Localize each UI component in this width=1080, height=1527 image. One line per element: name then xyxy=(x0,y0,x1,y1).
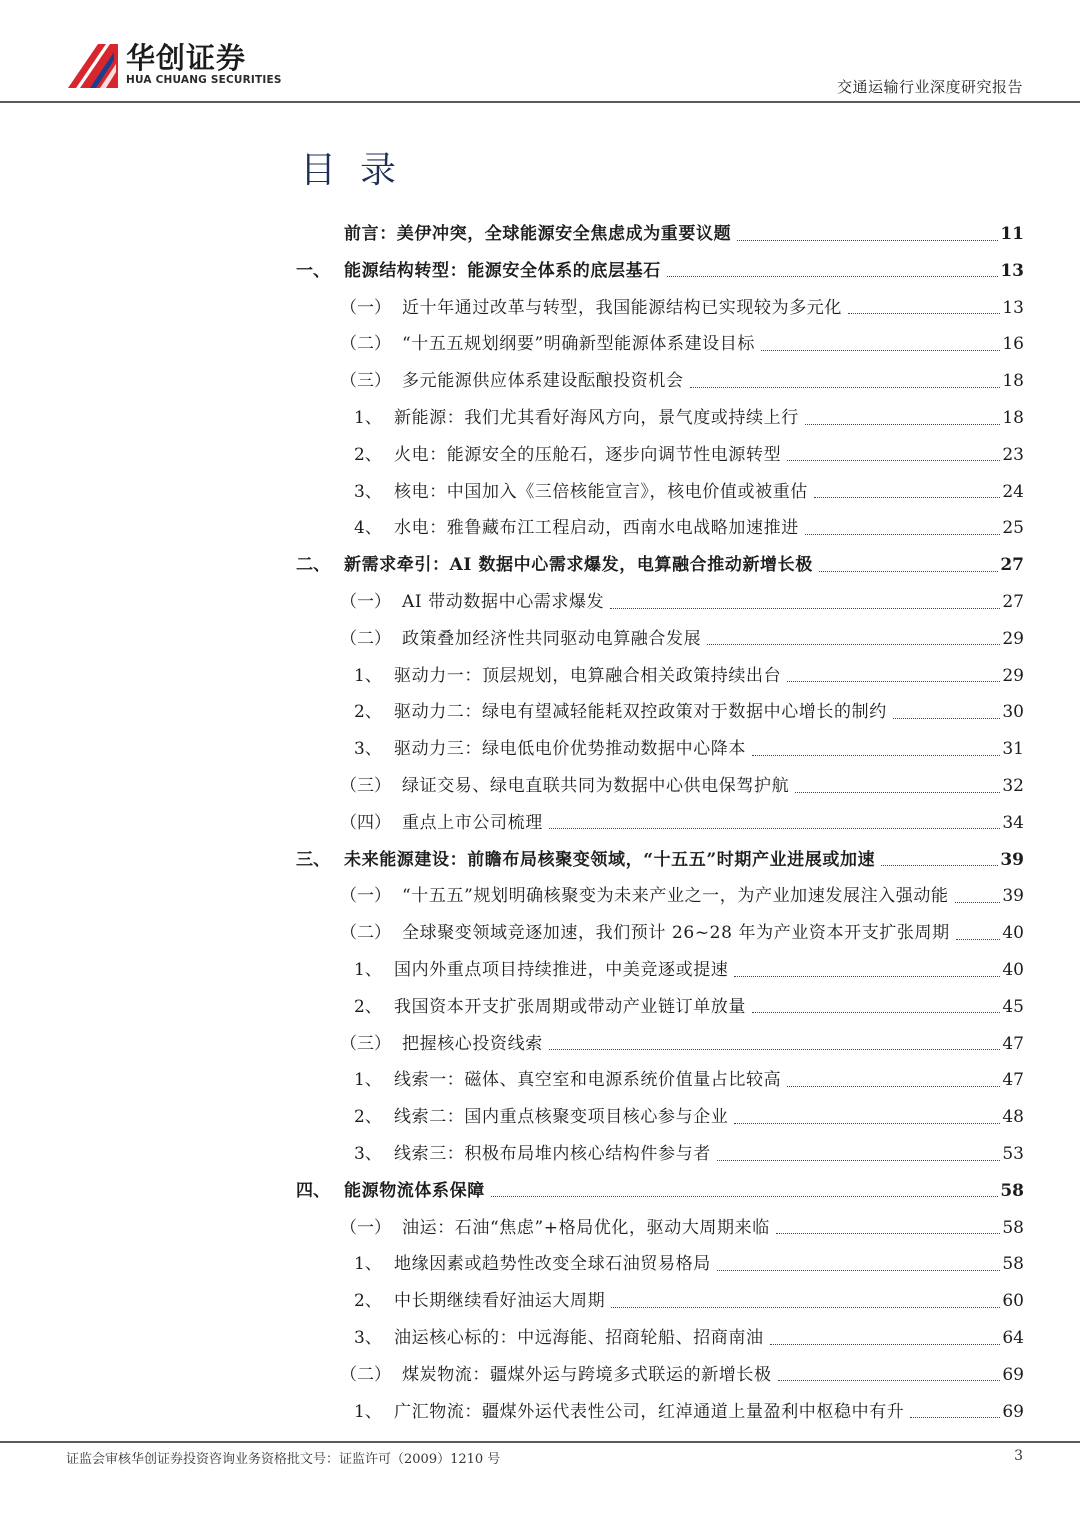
toc-entry-number: （二） xyxy=(340,628,391,649)
toc-entry-title: 线索二：国内重点核聚变项目核心参与企业 xyxy=(394,1107,729,1128)
toc-entry-number: 3、 xyxy=(354,481,382,502)
footer-license-text: 证监会审核华创证券投资咨询业务资格批文号：证监许可（2009）1210 号 xyxy=(66,1452,501,1467)
toc-leader-dots xyxy=(776,1233,1001,1234)
toc-entry-title: 驱动力一：顶层规划，电算融合相关政策持续出台 xyxy=(394,665,782,686)
toc-entry-page: 34 xyxy=(1002,812,1024,833)
toc-entry-page: 29 xyxy=(1002,628,1024,649)
toc-entry-page: 39 xyxy=(1002,886,1024,907)
toc-entry-title: 我国资本开支扩张周期或带动产业链订单放量 xyxy=(394,996,746,1017)
toc-entry-number: 4、 xyxy=(354,518,382,539)
toc-entry-title: 水电：雅鲁藏布江工程启动，西南水电战略加速推进 xyxy=(394,518,799,539)
toc-entry-page: 58 xyxy=(1002,1254,1024,1275)
toc-leader-dots xyxy=(491,1196,999,1197)
footer-divider xyxy=(0,1441,1080,1443)
toc-entry-title: 广汇物流：疆煤外运代表性公司，红淖通道上量盈利中枢稳中有升 xyxy=(394,1401,905,1422)
toc-leader-dots xyxy=(805,534,1001,535)
toc-entry[interactable] xyxy=(296,805,1024,841)
toc-entry-title: 煤炭物流：疆煤外运与跨境多式联运的新增长极 xyxy=(402,1364,772,1385)
toc-entry-title: 线索三：积极布局堆内核心结构件参与者 xyxy=(394,1144,711,1164)
toc-leader-dots xyxy=(610,608,1000,609)
toc-entry-number: （二） xyxy=(340,334,391,355)
toc-entry-number: 3、 xyxy=(354,1328,382,1348)
toc-entry-title: 新需求牵引：AI 数据中心需求爆发，电算融合推动新增长极 xyxy=(344,555,813,576)
toc-entry-number: 1、 xyxy=(354,665,382,686)
toc-entry-page: 16 xyxy=(1002,334,1024,355)
toc-entry-title: 近十年通过改革与转型，我国能源结构已实现较为多元化 xyxy=(402,297,842,318)
toc-leader-dots xyxy=(787,1086,1000,1087)
toc-entry-number: （一） xyxy=(340,592,391,612)
toc-leader-dots xyxy=(734,976,1000,977)
toc-entry-page: 58 xyxy=(1002,1217,1024,1238)
toc-entry-title: 中长期继续看好油运大周期 xyxy=(394,1291,606,1312)
toc-leader-dots xyxy=(848,313,1000,314)
toc-entry-title: “十五五”规划明确核聚变为未来产业之一，为产业加速发展注入强动能 xyxy=(402,886,949,907)
toc-entry-page: 40 xyxy=(1002,960,1024,980)
toc-leader-dots xyxy=(795,792,1000,793)
toc-entry[interactable] xyxy=(296,584,1024,620)
toc-entry-page: 23 xyxy=(1002,444,1024,465)
toc-leader-dots xyxy=(549,828,1001,829)
toc-entry[interactable] xyxy=(296,658,1024,694)
toc-entry[interactable] xyxy=(296,290,1024,326)
toc-entry[interactable] xyxy=(296,1246,1024,1282)
logo-chinese-name: 华创证券 xyxy=(126,41,247,75)
toc-leader-dots xyxy=(752,755,1000,756)
toc-entry-number: 1、 xyxy=(354,1070,382,1091)
toc-entry-number: 2、 xyxy=(354,444,382,465)
toc-entry-title: 多元能源供应体系建设酝酿投资机会 xyxy=(402,371,684,392)
toc-entry[interactable] xyxy=(296,731,1024,767)
toc-leader-dots xyxy=(819,571,998,572)
toc-entry-title: 能源物流体系保障 xyxy=(344,1180,485,1201)
toc-entry-page: 18 xyxy=(1002,408,1024,428)
toc-entry-page: 48 xyxy=(1002,1107,1024,1128)
toc-entry[interactable] xyxy=(296,1099,1024,1135)
toc-entry[interactable] xyxy=(296,547,1024,583)
toc-leader-dots xyxy=(805,424,1001,425)
toc-entry-title: 新能源：我们尤其看好海风方向，景气度或持续上行 xyxy=(394,408,799,428)
toc-entry-title: 政策叠加经济性共同驱动电算融合发展 xyxy=(402,628,702,649)
toc-entry-number: 3、 xyxy=(354,739,382,760)
toc-entry-page: 27 xyxy=(1000,555,1024,576)
toc-leader-dots xyxy=(778,1380,1001,1381)
toc-entry[interactable] xyxy=(296,694,1024,730)
toc-leader-dots xyxy=(690,387,1001,388)
toc-entry[interactable] xyxy=(296,437,1024,473)
toc-entry-title: 重点上市公司梳理 xyxy=(402,812,543,833)
toc-entry-title: 前言：美伊冲突，全球能源安全焦虑成为重要议题 xyxy=(344,224,732,244)
toc-entry-number: （二） xyxy=(340,1364,391,1385)
toc-entry-number: 2、 xyxy=(354,702,382,723)
toc-title: 目录 xyxy=(300,150,421,191)
toc-entry-page: 24 xyxy=(1002,481,1024,502)
toc-entry-page: 60 xyxy=(1002,1291,1024,1312)
toc-entry[interactable] xyxy=(296,400,1024,436)
toc-entry-number: （三） xyxy=(340,1033,391,1054)
toc-entry[interactable] xyxy=(296,253,1024,289)
toc-entry-title: 线索一：磁体、真空室和电源系统价值量占比较高 xyxy=(394,1070,782,1091)
toc-entry-number: 3、 xyxy=(354,1144,382,1164)
toc-leader-dots xyxy=(893,718,1001,719)
toc-entry-page: 11 xyxy=(1000,224,1024,244)
toc-entry-number: （一） xyxy=(340,1217,391,1238)
toc-entry-page: 69 xyxy=(1002,1364,1024,1385)
toc-entry-title: 驱动力二：绿电有望减轻能耗双控政策对于数据中心增长的制约 xyxy=(394,702,887,723)
toc-entry[interactable] xyxy=(296,878,1024,914)
toc-entry-title: 驱动力三：绿电低电价优势推动数据中心降本 xyxy=(394,739,746,760)
toc-entry[interactable] xyxy=(296,1026,1024,1062)
toc-leader-dots xyxy=(752,1012,1000,1013)
page-header xyxy=(0,0,1080,104)
toc-entry-title: 绿证交易、绿电直联共同为数据中心供电保驾护航 xyxy=(402,776,790,796)
toc-leader-dots xyxy=(734,1123,1000,1124)
toc-entry-title: 能源结构转型：能源安全体系的底层基石 xyxy=(344,260,661,281)
toc-entry[interactable] xyxy=(296,768,1024,804)
toc-entry[interactable] xyxy=(296,1210,1024,1246)
toc-leader-dots xyxy=(707,644,1000,645)
logo-english-name: HUA CHUANG SECURITIES xyxy=(126,74,282,86)
toc-entry[interactable] xyxy=(296,326,1024,362)
toc-leader-dots xyxy=(956,939,1001,940)
toc-leader-dots xyxy=(955,902,1001,903)
toc-entry[interactable] xyxy=(296,1062,1024,1098)
toc-entry-number: 三、 xyxy=(296,849,330,870)
logo-mark-icon xyxy=(68,38,118,88)
toc-leader-dots xyxy=(770,1344,1001,1345)
toc-entry-number: 四、 xyxy=(296,1180,330,1201)
toc-entry-page: 47 xyxy=(1002,1070,1024,1091)
toc-entry-number: （二） xyxy=(340,923,391,944)
toc-leader-dots xyxy=(814,497,1000,498)
toc-leader-dots xyxy=(761,350,1000,351)
toc-entry-number: 1、 xyxy=(354,960,382,980)
toc-entry-title: 核电：中国加入《三倍核能宣言》，核电价值或被重估 xyxy=(394,481,808,502)
toc-entry[interactable] xyxy=(296,1394,1024,1430)
toc-entry-page: 69 xyxy=(1002,1401,1024,1422)
toc-entry[interactable] xyxy=(296,363,1024,399)
toc-entry[interactable] xyxy=(296,216,1024,252)
page-number: 3 xyxy=(1014,1448,1023,1464)
header-divider xyxy=(0,101,1080,103)
toc-entry[interactable] xyxy=(296,1136,1024,1172)
toc-entry-page: 39 xyxy=(1000,849,1024,870)
toc-entry-page: 25 xyxy=(1002,518,1024,539)
toc-entry-page: 64 xyxy=(1002,1328,1024,1348)
toc-entry-page: 18 xyxy=(1002,371,1024,392)
toc-entry-page: 32 xyxy=(1002,776,1024,796)
toc-entry-number: 2、 xyxy=(354,1291,382,1312)
toc-entry-number: 1、 xyxy=(354,1401,382,1422)
toc-entry-title: 油运核心标的：中远海能、招商轮船、招商南油 xyxy=(394,1328,764,1348)
toc-entry[interactable] xyxy=(296,842,1024,878)
toc-entry-title: 未来能源建设：前瞻布局核聚变领域，“十五五”时期产业进展或加速 xyxy=(344,849,876,870)
toc-entry-number: 2、 xyxy=(354,996,382,1017)
toc-leader-dots xyxy=(717,1160,1001,1161)
toc-entry[interactable] xyxy=(296,621,1024,657)
toc-entry-page: 30 xyxy=(1002,702,1024,723)
toc-entry-page: 58 xyxy=(1000,1180,1024,1201)
toc-entry-page: 27 xyxy=(1002,592,1024,612)
toc-entry-title: 火电：能源安全的压舱石，逐步向调节性电源转型 xyxy=(394,444,782,465)
toc-entry-page: 40 xyxy=(1002,923,1024,944)
toc-leader-dots xyxy=(549,1049,1001,1050)
toc-entry-page: 29 xyxy=(1002,665,1024,686)
toc-entry-number: 一、 xyxy=(296,260,330,281)
toc-entry-page: 53 xyxy=(1002,1144,1024,1164)
toc-entry-title: 地缘因素或趋势性改变全球石油贸易格局 xyxy=(394,1254,711,1275)
company-logo xyxy=(68,36,288,90)
toc-entry[interactable] xyxy=(296,1283,1024,1319)
toc-entry-title: AI 带动数据中心需求爆发 xyxy=(402,592,605,612)
toc-entry-number: （一） xyxy=(340,297,391,318)
toc-entry-title: 把握核心投资线索 xyxy=(402,1033,543,1054)
toc-entry-page: 13 xyxy=(1002,297,1024,318)
toc-entry-title: 国内外重点项目持续推进，中美竞逐或提速 xyxy=(394,960,729,980)
toc-leader-dots xyxy=(881,865,998,866)
toc-entry[interactable] xyxy=(296,989,1024,1025)
toc-entry-number: 2、 xyxy=(354,1107,382,1128)
report-type: 交通运输行业深度研究报告 xyxy=(836,78,1023,96)
toc-entry[interactable] xyxy=(296,952,1024,988)
toc-entry-number: （三） xyxy=(340,371,391,392)
toc-leader-dots xyxy=(787,460,1000,461)
toc-entry-number: （四） xyxy=(340,812,391,833)
toc-entry-number: 1、 xyxy=(354,408,382,428)
toc-entry-number: （三） xyxy=(340,776,391,796)
toc-entry-page: 45 xyxy=(1002,996,1024,1017)
toc-entry-page: 47 xyxy=(1002,1033,1024,1054)
toc-leader-dots xyxy=(787,681,1000,682)
toc-entry-number: 二、 xyxy=(296,555,330,576)
toc-leader-dots xyxy=(667,276,999,277)
toc-entry[interactable] xyxy=(296,915,1024,951)
toc-leader-dots xyxy=(737,240,998,241)
toc-entry-number: （一） xyxy=(340,886,391,907)
toc-leader-dots xyxy=(717,1270,1001,1271)
toc-entry[interactable] xyxy=(296,1173,1024,1209)
toc-entry[interactable] xyxy=(296,510,1024,546)
toc-entry[interactable] xyxy=(296,474,1024,510)
toc-entry-title: “十五五规划纲要”明确新型能源体系建设目标 xyxy=(402,334,755,355)
toc-entry[interactable] xyxy=(296,1320,1024,1356)
toc-entry-number: 1、 xyxy=(354,1254,382,1275)
toc-leader-dots xyxy=(910,1417,1000,1418)
toc-entry-page: 31 xyxy=(1002,739,1024,760)
toc-entry-title: 油运：石油“焦虑”+格局优化，驱动大周期来临 xyxy=(402,1217,770,1238)
toc-entry-page: 13 xyxy=(1000,260,1024,281)
toc-entry[interactable] xyxy=(296,1357,1024,1393)
toc-leader-dots xyxy=(611,1307,1000,1308)
toc-entry-title: 全球聚变领域竞逐加速，我们预计 26~28 年为产业资本开支扩张周期 xyxy=(402,923,950,944)
